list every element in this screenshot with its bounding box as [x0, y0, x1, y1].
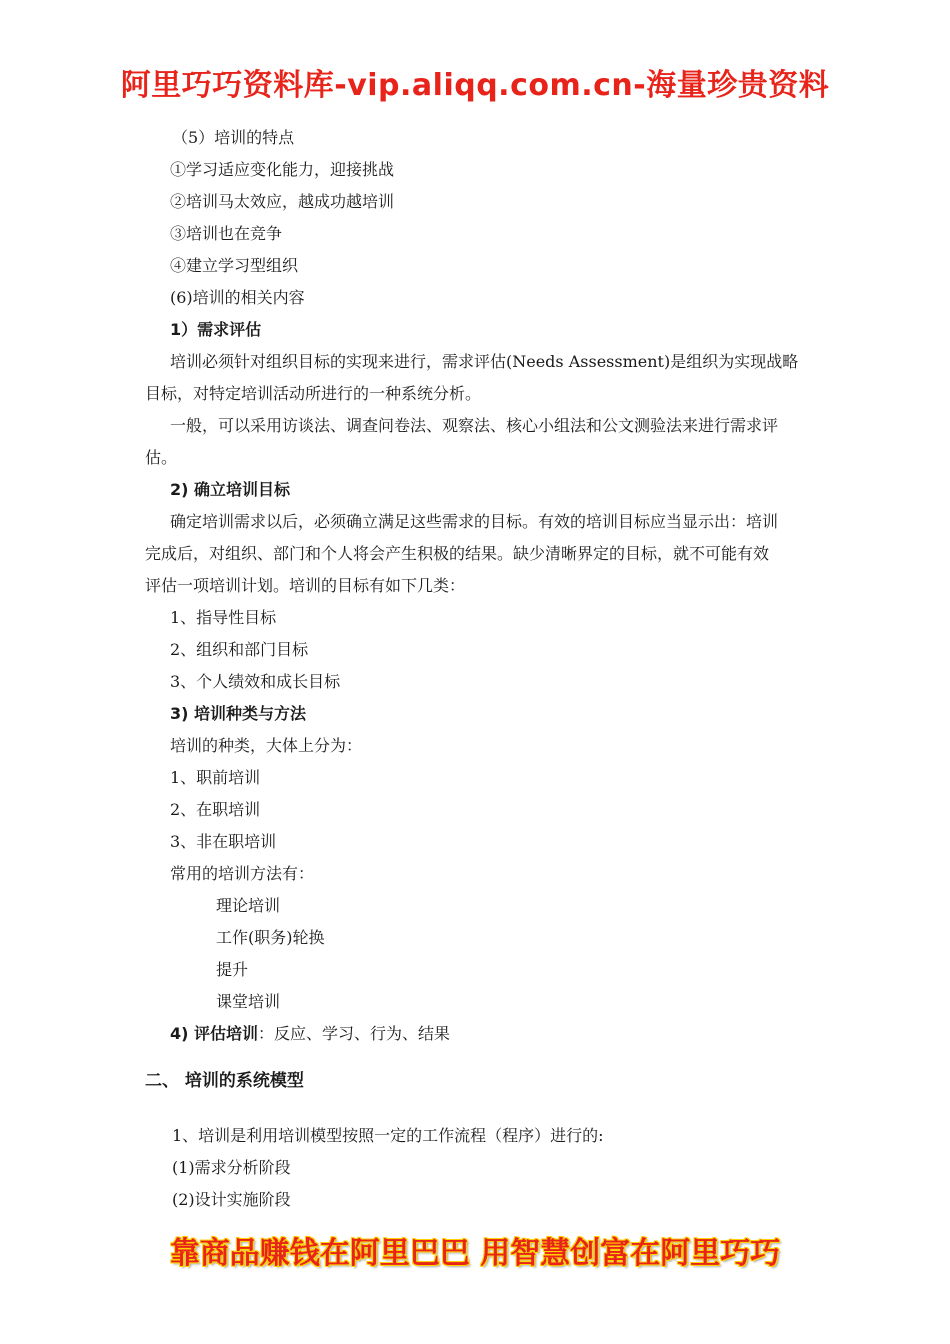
- feature-item-1: ①学习适应变化能力，迎接挑战: [170, 160, 395, 179]
- method-item: 提升: [216, 960, 249, 979]
- footer-banner: 靠商品赚钱在阿里巴巴 用智慧创富在阿里巧巧: [169, 1236, 781, 1271]
- paragraph-line: 1、培训是利用培训模型按照一定的工作流程（程序）进行的:: [172, 1126, 604, 1145]
- paragraph-line: 完成后，对组织、部门和个人将会产生积极的结果。缺少清晰界定的目标，就不可能有效: [145, 544, 770, 563]
- paragraph-line: 估。: [145, 448, 178, 467]
- goal-item: 1、指导性目标: [170, 608, 277, 627]
- section-6-heading: (6)培训的相关内容: [170, 288, 305, 307]
- subheading-training-types: 3) 培训种类与方法: [170, 704, 307, 723]
- evaluation-items: ：反应、学习、行为、结果: [258, 1024, 451, 1043]
- header-banner: 阿里巧巧资料库-vip.aliqq.com.cn-海量珍贵资料: [120, 68, 830, 103]
- paragraph-line: 培训的种类，大体上分为：: [170, 736, 363, 755]
- subheading-needs-assessment: 1）需求评估: [170, 320, 262, 339]
- feature-item-4: ④建立学习型组织: [170, 256, 299, 275]
- feature-item-2: ②培训马太效应，越成功越培训: [170, 192, 395, 211]
- goal-item: 2、组织和部门目标: [170, 640, 309, 659]
- paragraph-line: 一般，可以采用访谈法、调查问卷法、观察法、核心小组法和公文测验法来进行需求评: [170, 416, 779, 435]
- subheading-training-goals: 2) 确立培训目标: [170, 480, 291, 499]
- subheading-evaluation: 4) 评估培训: [170, 1024, 259, 1043]
- method-item: 理论培训: [216, 896, 281, 915]
- type-item: 2、在职培训: [170, 800, 261, 819]
- paragraph-line: 常用的培训方法有：: [170, 864, 315, 883]
- paragraph-line: 确定培训需求以后，必须确立满足这些需求的目标。有效的培训目标应当显示出：培训: [170, 512, 779, 531]
- paragraph-line: 培训必须针对组织目标的实现来进行，需求评估(Needs Assessment)是组织为实现战略: [170, 352, 799, 371]
- stage-item: (2)设计实施阶段: [172, 1190, 291, 1209]
- evaluation-line: [170, 1024, 450, 1044]
- type-item: 1、职前培训: [170, 768, 261, 787]
- method-item: 工作(职务)轮换: [216, 928, 325, 947]
- section-heading-system-model: 二、 培训的系统模型: [145, 1071, 304, 1091]
- method-item: 课堂培训: [216, 992, 281, 1011]
- feature-item-3: ③培训也在竞争: [170, 224, 283, 243]
- paragraph-line: 评估一项培训计划。培训的目标有如下几类：: [145, 576, 466, 595]
- stage-item: (1)需求分析阶段: [172, 1158, 291, 1177]
- section-5-heading: （5）培训的特点: [172, 128, 295, 147]
- paragraph-line: 目标，对特定培训活动所进行的一种系统分析。: [145, 384, 482, 403]
- type-item: 3、非在职培训: [170, 832, 277, 851]
- goal-item: 3、个人绩效和成长目标: [170, 672, 341, 691]
